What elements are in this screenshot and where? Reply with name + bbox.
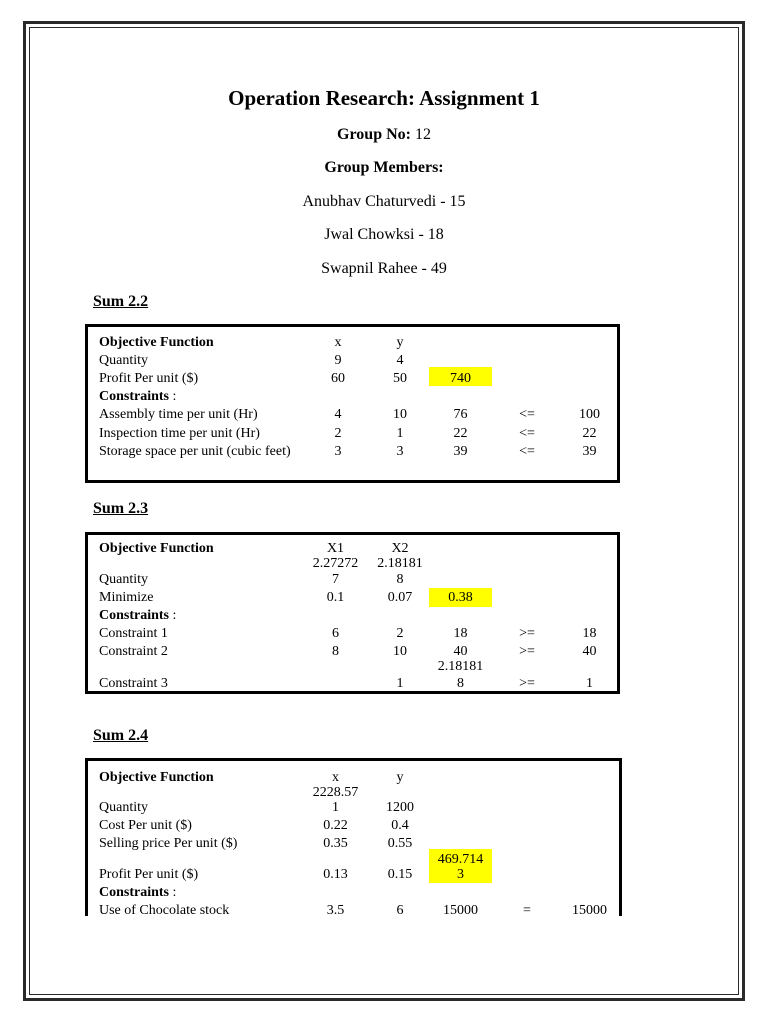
constraints-label-text: Constraints <box>99 885 170 900</box>
constraint-row-label: Constraint 2 <box>99 644 168 659</box>
constraints-colon: : <box>169 885 177 900</box>
constraint-row-operator: >= <box>519 644 535 659</box>
constraint-row-label: Storage space per unit (cubic feet) <box>99 444 291 459</box>
constraints-label <box>99 885 176 900</box>
constraint-row-operator: <= <box>519 444 535 459</box>
col-header-x: x <box>334 335 342 350</box>
constraint-row-x1: 6 <box>332 626 339 641</box>
selling-price-label: Selling price Per unit ($) <box>99 836 238 851</box>
constraint-row-label: Inspection time per unit (Hr) <box>99 426 260 441</box>
constraints-label <box>99 389 176 404</box>
quantity-x: 1 <box>332 800 339 815</box>
col-header-y: y <box>396 335 404 350</box>
col-header-x1: X1 <box>326 541 345 556</box>
constraint-row-label: Use of Chocolate stock <box>99 903 230 918</box>
constraint-row-label: Constraint 1 <box>99 626 168 641</box>
minimize-label: Minimize <box>99 590 154 605</box>
group-number <box>0 126 768 144</box>
x2-value: 2.18181 <box>377 556 423 571</box>
sum-2-4-heading: Sum 2.4 <box>93 727 149 744</box>
quantity-y: 1200 <box>386 800 414 815</box>
quantity-y: 4 <box>396 353 404 368</box>
constraint-row-value: 40 <box>453 644 468 659</box>
profit-x: 60 <box>331 371 345 386</box>
sum-2-3-heading: Sum 2.3 <box>93 500 149 517</box>
minimize-x2: 0.07 <box>387 590 413 605</box>
constraint-row-value: 76 <box>453 407 468 422</box>
quantity-x2: 8 <box>396 572 404 587</box>
constraint-row-rhs: 100 <box>579 407 600 422</box>
constraints-label-text: Constraints <box>99 389 170 404</box>
profit-y: 50 <box>393 371 407 386</box>
minimize-total: 0.38 <box>448 590 473 605</box>
constraint-row-value: 18 <box>453 626 468 641</box>
col-header-x: x <box>332 770 339 785</box>
constraint-row-y: 10 <box>393 407 407 422</box>
constraint-row-x: 3.5 <box>326 903 345 918</box>
member-1: Anubhav Chaturvedi - 15 <box>302 193 466 210</box>
constraint-row-operator: = <box>523 903 531 918</box>
quantity-x: 9 <box>334 353 342 368</box>
sum-2-2-heading: Sum 2.2 <box>93 293 149 310</box>
constraint-row-rhs: 40 <box>582 644 597 659</box>
constraint-row-value: 15000 <box>443 903 478 918</box>
sum-2-3-table <box>85 532 620 694</box>
constraint-row-x: 3 <box>334 444 342 459</box>
selling-price-x: 0.35 <box>323 836 348 851</box>
constraint-row-rhs: 18 <box>582 626 597 641</box>
constraint-row-label: Assembly time per unit (Hr) <box>99 407 258 422</box>
constraint-row-x2: 2 <box>396 626 404 641</box>
constraint-row-operator: >= <box>519 676 535 691</box>
constraint-row-value: 8 <box>457 676 464 691</box>
col-header-y: y <box>396 770 404 785</box>
profit-total: 740 <box>450 371 471 386</box>
quantity-label: Quantity <box>99 353 148 368</box>
quantity-label: Quantity <box>99 800 148 815</box>
objective-label: Objective Function <box>99 335 214 350</box>
group-number-label: Group No: <box>337 126 411 143</box>
profit-y: 0.15 <box>387 867 413 882</box>
constraint-row-rhs: 15000 <box>572 903 607 918</box>
constraint-row-x2: 1 <box>396 676 404 691</box>
document-title: Operation Research: Assignment 1 <box>228 86 540 110</box>
profit-total-bottom: 3 <box>457 867 464 882</box>
member-3: Swapnil Rahee - 49 <box>321 260 447 277</box>
member-2: Jwal Chowksi - 18 <box>324 226 444 243</box>
quantity-label: Quantity <box>99 572 148 587</box>
constraint-row-operator: <= <box>519 407 535 422</box>
sum-2-2-table <box>85 324 620 483</box>
selling-price-y: 0.55 <box>387 836 413 851</box>
constraint-row-rhs: 1 <box>586 676 593 691</box>
constraint-row-y: 3 <box>396 444 404 459</box>
constraints-label-text: Constraints <box>99 608 170 623</box>
minimize-x1: 0.1 <box>326 590 345 605</box>
profit-x: 0.13 <box>323 867 348 882</box>
constraint-row-y: 6 <box>396 903 404 918</box>
constraint-row-label: Constraint 3 <box>99 676 168 691</box>
col-header-x2: X2 <box>391 541 409 556</box>
constraints-colon: : <box>169 389 177 404</box>
group-number-value: 12 <box>414 126 431 143</box>
constraint-row-operator: <= <box>519 426 535 441</box>
quantity-x1: 7 <box>332 572 339 587</box>
constraints-label <box>99 608 176 623</box>
profit-total-top: 469.714 <box>437 852 484 867</box>
cost-label: Cost Per unit ($) <box>99 818 192 833</box>
members-heading: Group Members: <box>324 159 444 176</box>
constraint-row-value: 22 <box>453 426 468 441</box>
constraint-row-rhs: 39 <box>582 444 597 459</box>
profit-label: Profit Per unit ($) <box>99 867 199 882</box>
constraint-row-x: 4 <box>334 407 342 422</box>
constraint-row-x2: 10 <box>393 644 407 659</box>
constraint-row-operator: >= <box>519 626 535 641</box>
constraint-row-value: 39 <box>453 444 468 459</box>
x1-value: 2.27272 <box>312 556 359 571</box>
profit-label: Profit Per unit ($) <box>99 371 199 386</box>
cost-x: 0.22 <box>323 818 348 833</box>
x-value: 2228.57 <box>312 785 359 800</box>
constraint-row-rhs: 22 <box>582 426 597 441</box>
constraint-row-y: 1 <box>396 426 404 441</box>
objective-label: Objective Function <box>99 770 214 785</box>
constraint-row-x: 2 <box>334 426 342 441</box>
constraint-row-x1: 8 <box>332 644 339 659</box>
constraints-colon: : <box>169 608 177 623</box>
cost-y: 0.4 <box>391 818 409 833</box>
objective-label: Objective Function <box>99 541 214 556</box>
constraint-3-value-top: 2.18181 <box>437 659 484 674</box>
sum-2-4-table <box>85 758 622 916</box>
